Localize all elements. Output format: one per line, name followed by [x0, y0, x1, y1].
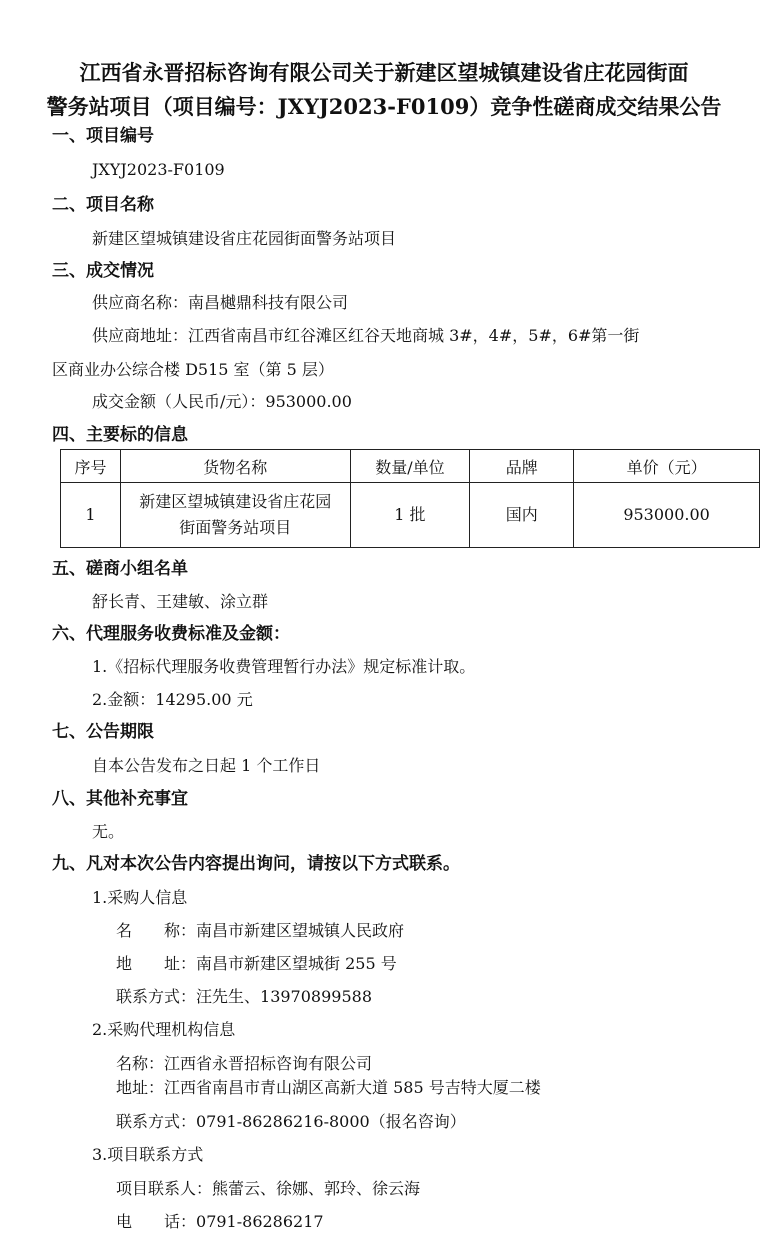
agent-info-title: 2.采购代理机构信息	[92, 1020, 236, 1039]
project-contact-title: 3.项目联系方式	[92, 1145, 204, 1164]
buyer-contact-label: 联系方式：	[116, 987, 197, 1006]
supplier-address-line-2: 区商业办公综合楼 D515 室（第 5 层）	[52, 360, 334, 379]
buyer-info-title: 1.采购人信息	[92, 888, 188, 907]
section-3-heading: 三、成交情况	[52, 261, 154, 281]
project-contact-label: 项目联系人：	[116, 1179, 213, 1198]
section-8-heading: 八、其他补充事宜	[52, 789, 188, 809]
fee-amount: 2.金额：14295.00 元	[92, 690, 253, 709]
phone-row	[116, 1210, 324, 1234]
project-number: JXYJ2023-F0109	[92, 160, 225, 179]
col-header-unit-price: 单价（元）	[574, 450, 760, 483]
agent-contact: 联系方式：0791-86286216-8000（报名咨询）	[116, 1112, 466, 1131]
panel-members: 舒长青、王建敏、涂立群	[92, 592, 269, 611]
buyer-address-row	[116, 952, 397, 976]
supplier-name: 供应商名称：南昌樾鼎科技有限公司	[92, 293, 349, 312]
project-name: 新建区望城镇建设省庄花园街面警务站项目	[92, 229, 397, 248]
buyer-contact: 汪先生、13970899588	[196, 987, 372, 1006]
col-header-brand: 品牌	[470, 450, 574, 483]
section-2-heading: 二、项目名称	[52, 195, 154, 215]
agent-address: 地址：江西省南昌市青山湖区高新大道 585 号吉特大厦二楼	[116, 1078, 541, 1097]
cell-unit-price: 953000.00	[574, 483, 760, 548]
cell-index: 1	[61, 483, 121, 548]
col-header-index: 序号	[61, 450, 121, 483]
section-9-heading: 九、凡对本次公告内容提出询问，请按以下方式联系。	[52, 854, 460, 874]
buyer-address-label: 地 址：	[116, 954, 197, 973]
items-table	[60, 449, 760, 548]
buyer-address: 南昌市新建区望城街 255 号	[196, 954, 397, 973]
section-6-heading: 六、代理服务收费标准及金额：	[52, 624, 290, 644]
project-contacts: 熊蕾云、徐娜、郭玲、徐云海	[212, 1179, 421, 1198]
buyer-contact-row	[116, 985, 372, 1009]
col-header-quantity-unit: 数量/单位	[350, 450, 470, 483]
buyer-name-row	[116, 919, 404, 943]
cell-goods-name: 新建区望城镇建设省庄花园街面警务站项目	[120, 483, 350, 548]
deal-amount: 成交金额（人民币/元）：953000.00	[92, 392, 352, 411]
project-contact-row	[116, 1177, 420, 1201]
page-title	[0, 56, 768, 124]
cell-quantity-unit: 1 批	[350, 483, 470, 548]
fee-standard: 1.《招标代理服务收费管理暂行办法》规定标准计取。	[92, 657, 476, 676]
cell-brand: 国内	[470, 483, 574, 548]
phone-number: 0791-86286217	[196, 1212, 324, 1231]
section-1-heading: 一、项目编号	[52, 126, 154, 146]
col-header-goods-name: 货物名称	[120, 450, 350, 483]
buyer-name-label: 名 称：	[116, 921, 197, 940]
supplier-address-line-1: 供应商地址：江西省南昌市红谷滩区红谷天地商城 3#，4#，5#，6#第一街	[92, 326, 640, 345]
phone-label: 电 话：	[116, 1212, 197, 1231]
title-line-1: 江西省永晋招标咨询有限公司关于新建区望城镇建设省庄花园街面	[79, 60, 689, 85]
table-row	[61, 483, 760, 548]
title-line-2: 警务站项目（项目编号：JXYJ2023-F0109）竞争性磋商成交结果公告	[46, 94, 722, 119]
other-matters: 无。	[92, 822, 125, 841]
buyer-name: 南昌市新建区望城镇人民政府	[196, 921, 405, 940]
section-7-heading: 七、公告期限	[52, 722, 154, 742]
section-4-heading: 四、主要标的信息	[52, 425, 188, 445]
agent-name: 名称：江西省永晋招标咨询有限公司	[116, 1054, 373, 1073]
table-header-row	[61, 450, 760, 483]
section-5-heading: 五、磋商小组名单	[52, 559, 188, 579]
announcement-period: 自本公告发布之日起 1 个工作日	[92, 756, 321, 775]
